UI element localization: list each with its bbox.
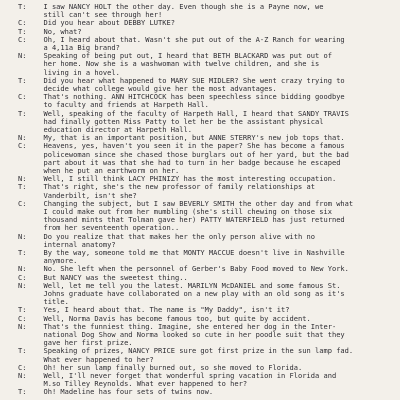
transcript-line: N: That's the funniest thing. Imagine, she entered her dog in the Inter-	[18, 321, 337, 331]
transcript-line: T: That's right, she's the new professor of family relationships at	[18, 182, 315, 192]
transcript-line: T: I saw NANCY HOLT the other day. Even though she is a Payne now, we	[18, 2, 324, 11]
transcript-line: C: Well, Norma Davis has become famous too, but quite by accident.	[18, 313, 311, 323]
transcript-line: N: Well, I'll never forget that wonderful spring vacation in Florida and	[18, 371, 337, 380]
transcript-line: thousand mints that Tolman gave her) PATTY WATERFIELD has just returned	[18, 215, 345, 225]
transcript-line: T: Oh! Madeline has four sets of twins now.	[18, 387, 214, 397]
transcript-line: I could make out from her mumbling (she's still chewing on those six	[18, 207, 332, 216]
transcript-line: N: No. She left when the personnel of Gerber's Baby Food moved to New York.	[18, 264, 349, 274]
transcript-line: title.	[18, 297, 69, 307]
transcript-line: N: My, that is an important position, but ANNE STERRY's new job tops that.	[18, 133, 345, 143]
transcript-line: N: Do you realize that that makes her the only person alive with no	[18, 231, 315, 241]
transcript-line: M.so Tilley Reynolds. What ever happened to her?	[18, 379, 248, 389]
transcript-line: N: Well, let me tell you the latest. MARILYN McDANIEL and some famous St.	[18, 280, 341, 290]
transcript-line: still can't see through her!	[18, 10, 163, 20]
transcript-line: T: No, what?	[18, 26, 82, 36]
transcript-line: decide what college would give her the most advantages.	[18, 84, 277, 93]
transcript-line: anymore.	[18, 256, 78, 266]
transcript-line: when he put an earthworm on her.	[18, 166, 180, 175]
transcript-line: C: Changing the subject, but I saw BEVERLY SMITH the other day and from what	[18, 198, 354, 208]
transcript-line: C: Oh! her sun lamp finally burned out, so she moved to Florida.	[18, 362, 303, 372]
transcript-line: internal anatomy?	[18, 239, 116, 249]
transcript-line: part about it was that she had to turn in her badge because he escaped	[18, 157, 341, 167]
transcript-line: C: That's nothing. ANN HITCHCOCK has been speechless since bidding goodbye	[18, 92, 345, 102]
transcript-line: What ever happened to her?	[18, 354, 154, 364]
transcript-line: T: Did you hear what happened to MARY SUE MIDLER? She went crazy trying to	[18, 75, 345, 85]
transcript-line: T: Yes, I heard about that. The name is "My Daddy", isn't it?	[18, 305, 290, 315]
transcript-line: Johns graduate have collaborated on a new play with an old song as it's	[18, 289, 345, 298]
transcript-line: N: Well, I still think LACY PHINIZY has the most interesting occupation.	[18, 174, 337, 184]
transcript-line: policewoman since she chased those burglars out of her yard, but the bad	[18, 149, 349, 159]
transcript-line: national Dog Show and Norma looked so cute in her poodle suit that they	[18, 330, 345, 339]
transcript-line: to faculty and friends at Harpeth Hall.	[18, 100, 209, 110]
transcript-line: her home. Now she is a washwoman with twelve children, and she is	[18, 59, 320, 69]
transcript-line: T: Well, speaking of the faculty of Harpeth Hall, I heard that SANDY TRAVIS	[18, 108, 349, 118]
transcript-line: gave her first prize.	[18, 338, 133, 348]
transcript-line: Vanderbilt, isn't she?	[18, 190, 137, 200]
transcript-line: education director at Harpeth Hall.	[18, 125, 192, 134]
transcript-line: C: Did you hear about DEBBY LUTKE?	[18, 18, 175, 28]
transcript-line: had finally gotten Miss Patty to let her be the assistant physical	[18, 116, 324, 126]
transcript-line: C: But NANCY was the sweetest thing..	[18, 272, 188, 282]
transcript-line: from her seventeenth operation..	[18, 223, 180, 233]
transcript-line: T: By the way, someone told me that MONTY MACCUE doesn't live in Nashville	[18, 248, 345, 257]
transcript-line: living in a hovel.	[18, 67, 120, 77]
transcript-line: T: Speaking of prizes, NANCY PRICE sure got first prize in the sun lamp fad.	[18, 346, 354, 356]
transcript-line: a 4,11a Big brand?	[18, 43, 120, 52]
transcript-line: N: Speaking of being put out, I heard that BETH BLACKARD was put out of	[18, 51, 332, 61]
transcript-line: C: Oh, I heard about that. Wasn't she put out of the A-Z Ranch for wearing	[18, 34, 345, 44]
transcript-line: C: Heavens, yes, haven't you seen it in the paper? She has become a famous	[18, 141, 345, 151]
